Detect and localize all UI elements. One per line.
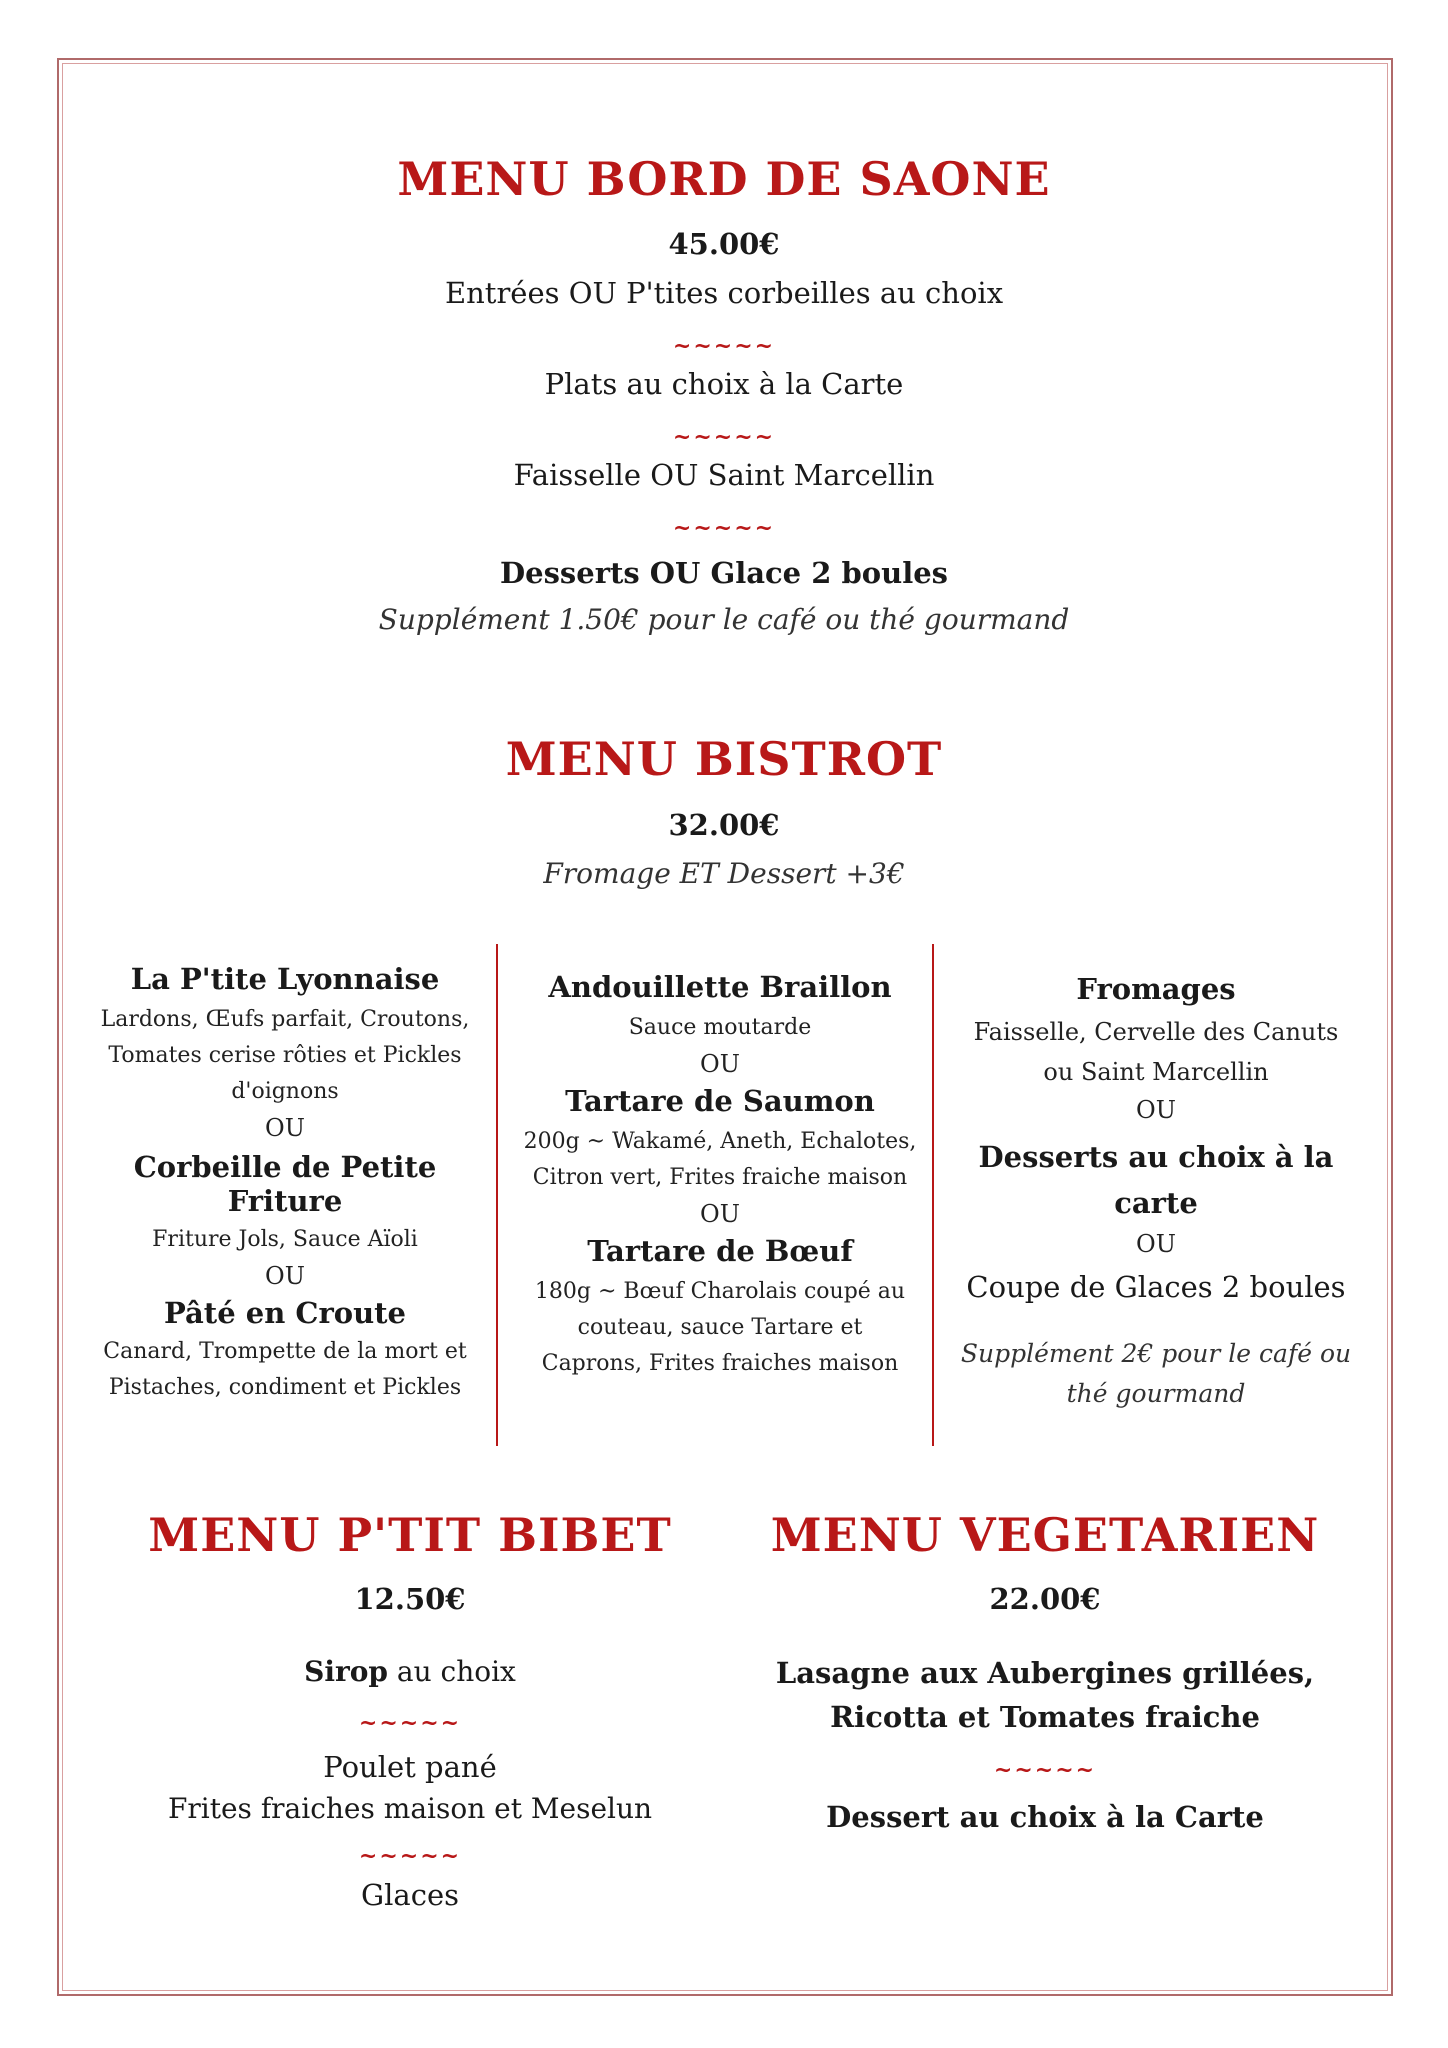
bord-de-saone-title: MENU BORD DE SAONE — [397, 152, 1051, 206]
dish-description: Citron vert, Frites fraiche maison — [532, 1165, 908, 1190]
bord-de-saone-supplement: Supplément 1.50€ pour le café ou thé gourmand — [378, 603, 1070, 636]
dish-description: Friture Jols, Sauce Aïoli — [152, 1227, 418, 1252]
dish-name: Tartare de Saumon — [565, 1084, 875, 1118]
column-divider — [496, 944, 498, 1446]
sirop-label: Sirop — [304, 1655, 388, 1688]
vegetarien-dessert: Dessert au choix à la Carte — [826, 1800, 1264, 1834]
dessert-supplement: Supplément 2€ pour le café ou — [960, 1339, 1352, 1368]
vegetarien-price: 22.00€ — [989, 1582, 1101, 1616]
column-divider — [932, 944, 934, 1446]
bistrot-price: 32.00€ — [668, 808, 780, 842]
or-label: OU — [700, 1200, 740, 1228]
bord-de-saone-desserts: Desserts OU Glace 2 boules — [500, 556, 948, 590]
ptit-bibet-poulet: Poulet pané — [323, 1750, 497, 1784]
separator: ~~~~~ — [672, 424, 776, 450]
dessert-supplement: thé gourmand — [1066, 1379, 1246, 1408]
dish-description: 180g ~ Bœuf Charolais coupé au — [534, 1279, 906, 1304]
dish-name: Pâté en Croute — [163, 1296, 407, 1330]
bord-de-saone-entrees: Entrées OU P'tites corbeilles au choix — [444, 276, 1004, 310]
sirop-rest: au choix — [388, 1655, 516, 1688]
or-label: OU — [1136, 1096, 1176, 1124]
ptit-bibet-frites: Frites fraiches maison et Meselun — [167, 1792, 653, 1825]
bord-de-saone-fromage: Faisselle OU Saint Marcellin — [513, 458, 935, 492]
dish-name: Fromages — [1076, 972, 1236, 1006]
vegetarien-lasagne: Ricotta et Tomates fraiche — [830, 1700, 1260, 1734]
bistrot-column-mains — [508, 970, 932, 1382]
ptit-bibet-price: 12.50€ — [354, 1582, 466, 1616]
dish-description: couteau, sauce Tartare et — [577, 1315, 863, 1340]
ptit-bibet-glaces: Glaces — [360, 1878, 460, 1912]
bord-de-saone-price: 45.00€ — [668, 227, 780, 261]
dish-description: ou Saint Marcellin — [1043, 1058, 1269, 1086]
separator: ~~~~~ — [672, 515, 776, 541]
or-label: OU — [265, 1262, 305, 1290]
dish-name: Andouillette Braillon — [548, 970, 892, 1004]
dish-name: Coupe de Glaces 2 boules — [966, 1270, 1346, 1304]
dish-description: Sauce moutarde — [628, 1015, 812, 1040]
dish-description: d'oignons — [231, 1079, 339, 1104]
or-label: OU — [700, 1050, 740, 1078]
dish-name: Corbeille de Petite Friture — [133, 1150, 437, 1218]
dish-name: Desserts au choix à la — [978, 1140, 1334, 1174]
dish-description: Lardons, Œufs parfait, Croutons, — [100, 1007, 470, 1032]
vegetarien-lasagne: Lasagne aux Aubergines grillées, — [775, 1656, 1315, 1690]
separator: ~~~~~ — [358, 1710, 462, 1736]
dish-description: Caprons, Frites fraiches maison — [541, 1351, 899, 1376]
separator: ~~~~~ — [993, 1757, 1097, 1783]
dish-description: Pistaches, condiment et Pickles — [108, 1375, 462, 1400]
dish-name: Tartare de Bœuf — [587, 1234, 853, 1268]
dish-description: Canard, Trompette de la mort et — [103, 1339, 467, 1364]
bistrot-column-desserts — [946, 972, 1366, 1414]
separator: ~~~~~ — [672, 333, 776, 359]
or-label: OU — [265, 1114, 305, 1142]
dish-name: carte — [1114, 1186, 1198, 1220]
dish-description: Tomates cerise rôties et Pickles — [108, 1043, 462, 1068]
bistrot-note: Fromage ET Dessert +3€ — [543, 857, 905, 890]
bistrot-title: MENU BISTROT — [505, 732, 943, 786]
dish-name: La P'tite Lyonnaise — [130, 962, 440, 996]
ptit-bibet-sirop — [100, 1655, 720, 1688]
dish-description: Faisselle, Cervelle des Canuts — [973, 1018, 1339, 1046]
ptit-bibet-title: MENU P'TIT BIBET — [148, 1508, 672, 1562]
vegetarien-title: MENU VEGETARIEN — [770, 1508, 1320, 1562]
bistrot-column-starters — [80, 962, 490, 1406]
bord-de-saone-plats: Plats au choix à la Carte — [544, 367, 904, 401]
separator: ~~~~~ — [358, 1843, 462, 1869]
dish-description: 200g ~ Wakamé, Aneth, Echalotes, — [523, 1129, 917, 1154]
or-label: OU — [1136, 1230, 1176, 1258]
